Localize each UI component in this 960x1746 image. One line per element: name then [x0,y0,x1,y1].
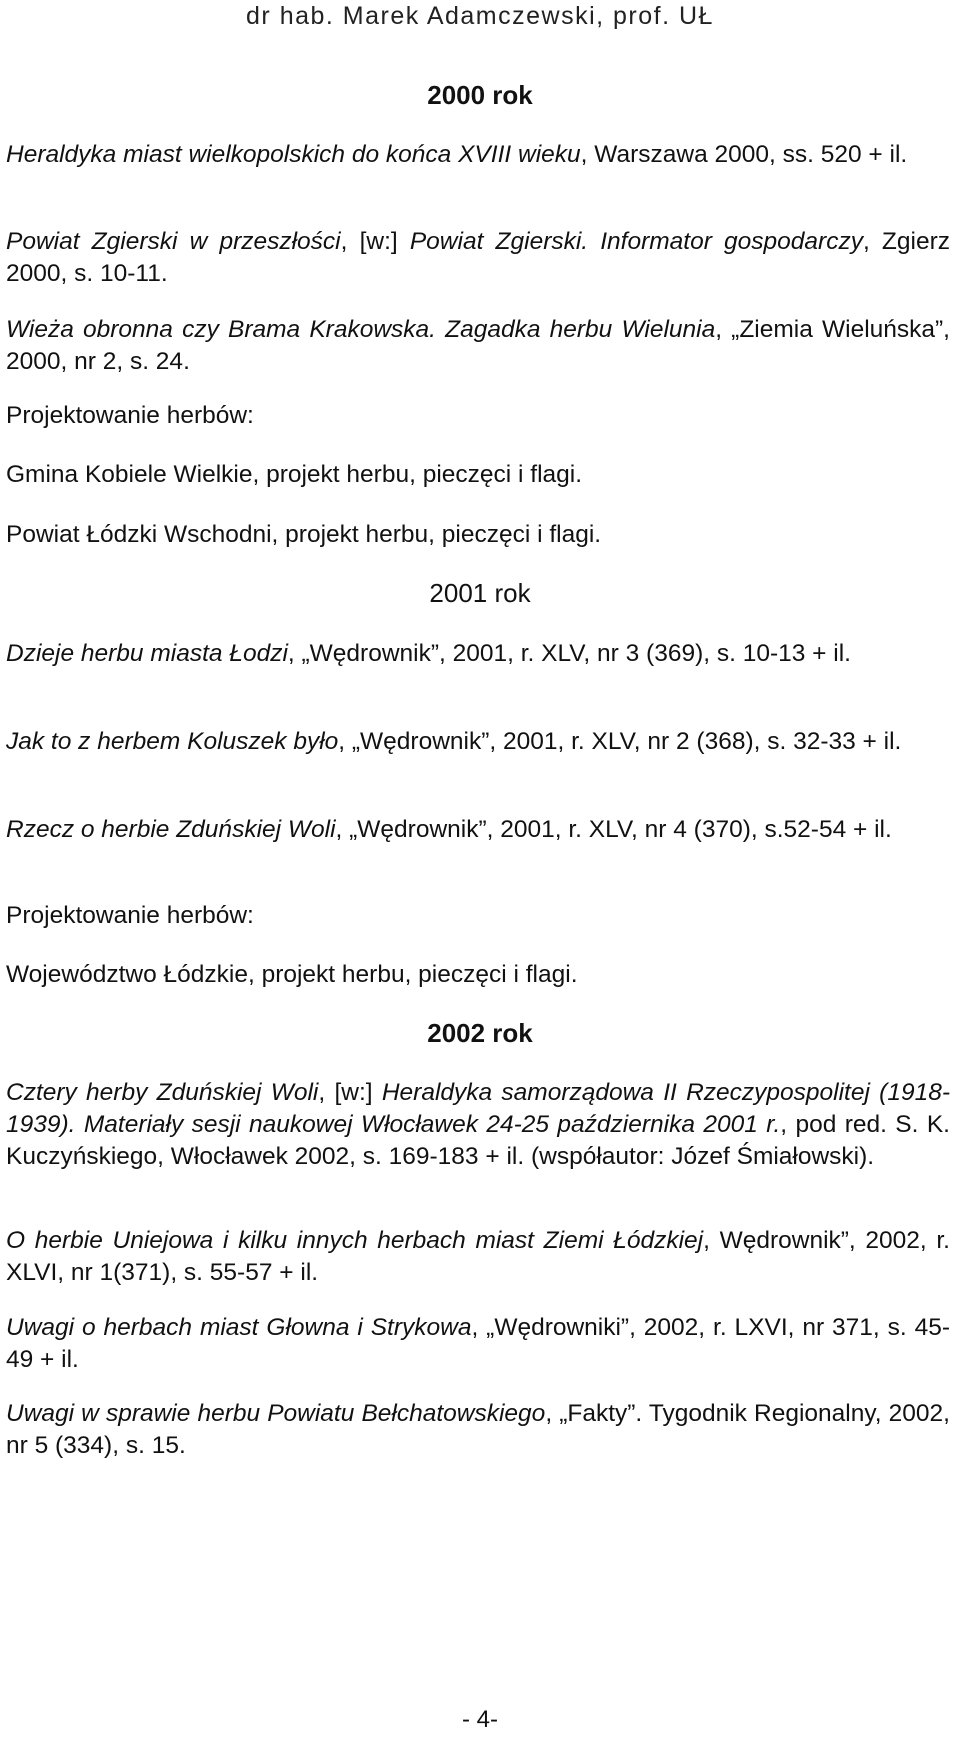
entry-title: Uwagi w sprawie herbu Powiatu Bełchatowskiego [6,1400,546,1427]
bibliography-entry [6,226,950,290]
entry-details: , „Wędrowniki”, 2002, r. LXVI, nr 371, s. 45-49 + il. [6,1314,950,1373]
entry-title: Rzecz o herbie Zduńskiej Woli [6,816,336,843]
entry-details: , „Wędrownik”, 2001, r. XLV, nr 3 (369), s. 10-13 + il. [287,640,851,667]
entry-title: O herbie Uniejowa i kilku innych herbach miast Ziemi Łódzkiej [6,1227,704,1254]
design-item: Powiat Łódzki Wschodni, projekt herbu, pieczęci i flagi. [6,521,602,548]
entry-details: , „Ziemia Wieluńska”, 2000, nr 2, s. 24. [6,316,950,375]
entry-details: , Warszawa 2000, ss. 520 + il. [580,141,908,168]
entry-details: , „Wędrownik”, 2001, r. XLV, nr 4 (370), s.52-54 + il. [335,816,892,843]
bibliography-entry [6,139,950,171]
entry-details: , pod red. S. K. Kuczyńskiego, Włocławek 2002, s. 169-183 + il. (współautor: Józef Śmiałowski). [6,1111,950,1170]
entry-details: , [w:] [318,1079,382,1106]
bibliography-entry [6,1398,950,1462]
entry-source-title: Heraldyka samorządowa II Rzeczypospolitej (1918-1939). Materiały sesji naukowej Włocławek 24-25 października 2001 r. [6,1079,950,1138]
section-year-2002: 2002 rok [427,1018,533,1048]
design-heading: Projektowanie herbów: [6,902,254,929]
entry-source-title: Powiat Zgierski. Informator gospodarczy [409,228,863,255]
bibliography-entry [6,1077,950,1173]
entry-details: , [w:] [340,228,410,255]
bibliography-entry [6,726,950,758]
entry-title: Jak to z herbem Koluszek było [6,728,339,755]
bibliography-entry [6,314,950,378]
entry-title: Wieża obronna czy Brama Krakowska. Zagadka herbu Wielunia [6,316,716,343]
design-item: Województwo Łódzkie, projekt herbu, pieczęci i flagi. [6,961,578,988]
section-year-2001: 2001 rok [429,578,531,608]
bibliography-entry [6,1225,950,1289]
entry-title: Cztery herby Zduńskiej Woli [6,1079,319,1106]
entry-title: Heraldyka miast wielkopolskich do końca XVIII wieku [6,141,581,168]
section-year-2000: 2000 rok [427,80,533,110]
entry-details: , Wędrownik”, 2002, r. XLVI, nr 1(371), s. 55-57 + il. [6,1227,950,1286]
entry-details: , Zgierz 2000, s. 10-11. [6,228,950,287]
entry-title: Uwagi o herbach miast Głowna i Strykowa [6,1314,472,1341]
design-item: Gmina Kobiele Wielkie, projekt herbu, pieczęci i flagi. [6,461,583,488]
bibliography-entry [6,638,950,670]
entry-title: Powiat Zgierski w przeszłości [6,228,341,255]
bibliography-entry [6,1312,950,1376]
page-header: dr hab. Marek Adamczewski, prof. UŁ [246,2,714,30]
bibliography-entry [6,814,950,846]
page-number: - 4- [462,1706,498,1733]
entry-details: , „Wędrownik”, 2001, r. XLV, nr 2 (368), s. 32-33 + il. [338,728,902,755]
entry-title: Dzieje herbu miasta Łodzi [6,640,288,667]
entry-details: , „Fakty”. Tygodnik Regionalny, 2002, nr 5 (334), s. 15. [6,1400,950,1459]
design-heading: Projektowanie herbów: [6,402,254,429]
